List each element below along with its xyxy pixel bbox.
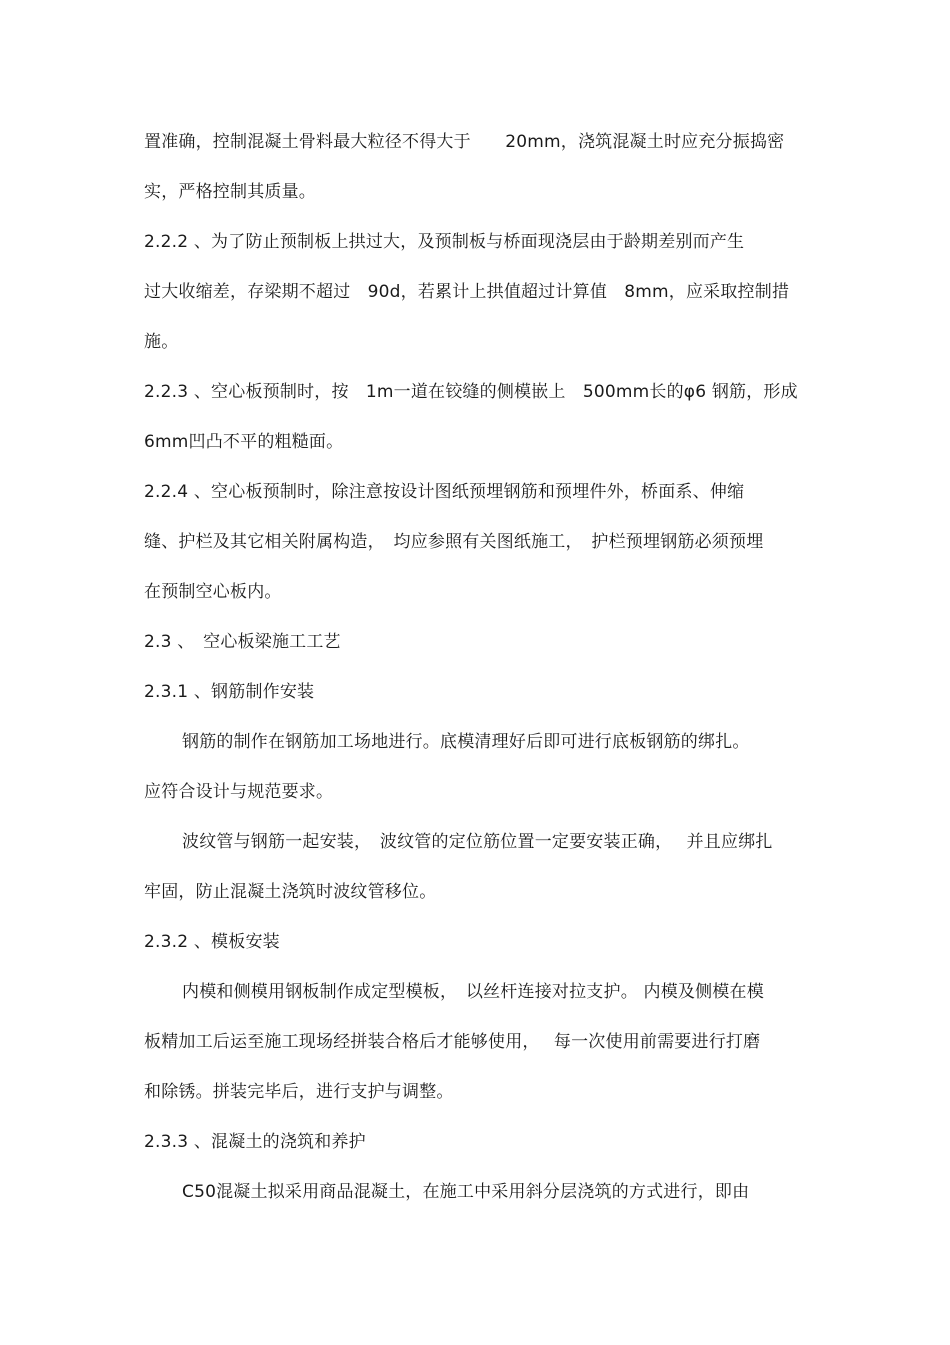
paragraph-line: 波纹管与钢筋一起安装， 波纹管的定位筋位置一定要安装正确， 并且应绑扎	[182, 832, 773, 852]
section-heading-2-3: 2.3 、 空心板梁施工工艺	[144, 632, 341, 652]
section-heading-2-2-2: 2.2.2 、为了防止预制板上拱过大，及预制板与桥面现浇层由于龄期差别而产生	[144, 232, 745, 252]
paragraph-line: 牢固，防止混凝土浇筑时波纹管移位。	[144, 882, 437, 902]
paragraph-line: 应符合设计与规范要求。	[144, 782, 334, 802]
paragraph-line: 施。	[144, 332, 179, 352]
paragraph-line: 和除锈。拼装完毕后，进行支护与调整。	[144, 1082, 454, 1102]
section-heading-2-3-3: 2.3.3 、混凝土的浇筑和养护	[144, 1132, 366, 1152]
paragraph-line: 在预制空心板内。	[144, 582, 282, 602]
paragraph-line: C50混凝土拟采用商品混凝土，在施工中采用斜分层浇筑的方式进行，即由	[182, 1182, 750, 1202]
paragraph-line: 过大收缩差，存梁期不超过 90d，若累计上拱值超过计算值 8mm，应采取控制措	[144, 282, 790, 302]
paragraph-line: 缝、护栏及其它相关附属构造， 均应参照有关图纸施工， 护栏预埋钢筋必须预埋	[144, 532, 764, 552]
section-heading-2-2-4: 2.2.4 、空心板预制时，除注意按设计图纸预埋钢筋和预埋件外，桥面系、伸缩	[144, 482, 745, 502]
section-heading-2-3-2: 2.3.2 、模板安装	[144, 932, 280, 952]
section-heading-2-3-1: 2.3.1 、钢筋制作安装	[144, 682, 315, 702]
paragraph-line: 钢筋的制作在钢筋加工场地进行。底模清理好后即可进行底板钢筋的绑扎。	[182, 732, 750, 752]
paragraph-line: 6mm凹凸不平的粗糙面。	[144, 432, 344, 452]
paragraph-line: 实，严格控制其质量。	[144, 182, 316, 202]
paragraph-line: 置准确，控制混凝土骨料最大粒径不得大于 20mm，浇筑混凝土时应充分振捣密	[144, 132, 785, 152]
section-heading-2-2-3: 2.2.3 、空心板预制时，按 1m一道在铰缝的侧模嵌上 500mm长的φ6 钢筋，形成	[144, 382, 798, 402]
paragraph-line: 内模和侧模用钢板制作成定型模板， 以丝杆连接对拉支护。 内模及侧模在模	[182, 982, 764, 1002]
paragraph-line: 板精加工后运至施工现场经拼装合格后才能够使用， 每一次使用前需要进行打磨	[144, 1032, 761, 1052]
